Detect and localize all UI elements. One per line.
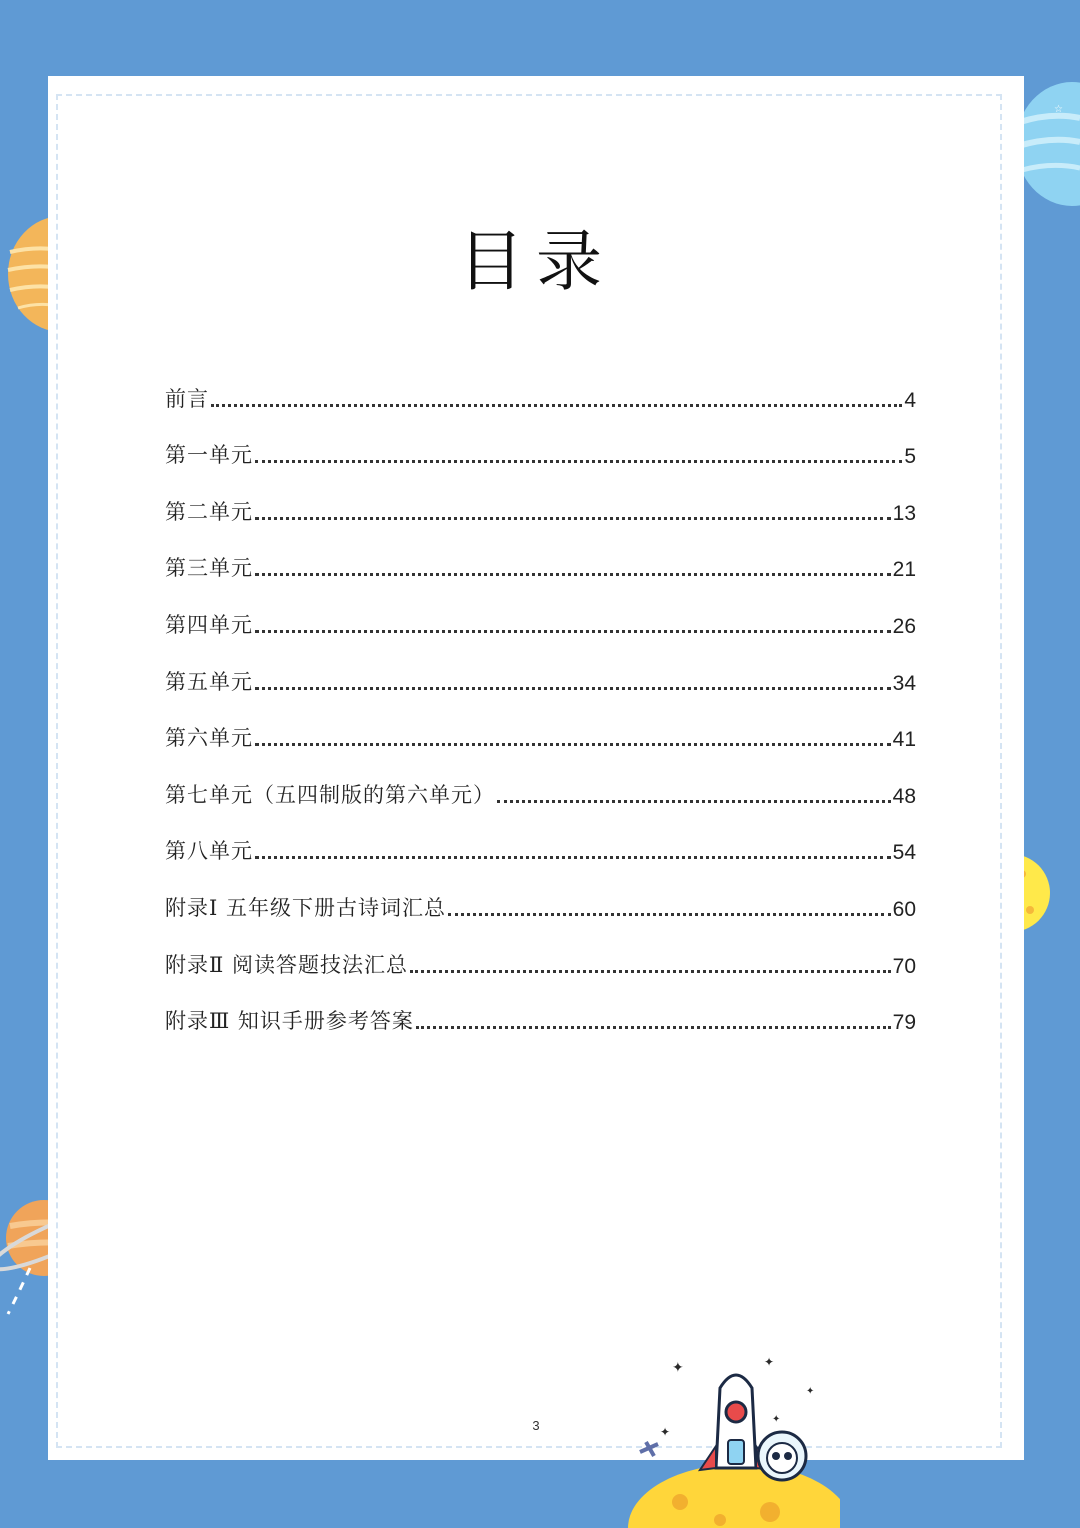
page-title: 目录: [458, 223, 614, 300]
toc-entry-label: 前言: [165, 386, 209, 411]
toc-entry[interactable]: [165, 979, 916, 1036]
svg-text:✦: ✦: [764, 1355, 775, 1369]
toc-entry-page: 21: [892, 558, 916, 582]
toc-entry-label: 第六单元: [165, 726, 253, 751]
toc-entry-label: 第三单元: [165, 556, 253, 581]
toc-entry-label: 附录Ⅰ 五年级下册古诗词汇总: [165, 895, 446, 920]
svg-text:✦: ✦: [660, 1425, 671, 1439]
table-of-contents: [165, 356, 916, 1035]
rocket-panda-illustration: [620, 1352, 840, 1528]
toc-entry-page: 79: [892, 1011, 916, 1035]
toc-entry[interactable]: [165, 526, 916, 583]
toc-leader-dots: [255, 630, 891, 633]
toc-entry[interactable]: [165, 413, 916, 470]
toc-entry-page: 4: [904, 388, 916, 412]
svg-text:☆: ☆: [1054, 104, 1063, 115]
toc-leader-dots: [255, 460, 902, 463]
toc-entry-label: 第四单元: [165, 612, 253, 637]
svg-text:✦: ✦: [772, 1414, 781, 1425]
toc-entry[interactable]: [165, 639, 916, 696]
page-number: 3: [532, 1418, 540, 1433]
toc-entry-label: 第二单元: [165, 499, 253, 524]
toc-entry-label: 第五单元: [165, 669, 253, 694]
toc-leader-dots: [255, 687, 891, 690]
toc-entry-label: 第七单元（五四制版的第六单元）: [165, 782, 495, 807]
toc-entry[interactable]: [165, 356, 916, 413]
toc-leader-dots: [255, 573, 891, 576]
toc-entry-page: 54: [892, 841, 916, 865]
toc-entry[interactable]: [165, 696, 916, 753]
toc-entry-label: 第八单元: [165, 839, 253, 864]
toc-entry-page: 60: [892, 897, 916, 921]
toc-entry-page: 34: [892, 671, 916, 695]
toc-entry[interactable]: [165, 752, 916, 809]
toc-entry-label: 附录Ⅱ 阅读答题技法汇总: [165, 952, 408, 977]
document-page: [48, 76, 1024, 1460]
toc-entry-page: 70: [892, 954, 916, 978]
toc-leader-dots: [448, 913, 891, 916]
toc-entry-page: 13: [892, 501, 916, 525]
toc-entry-label: 附录Ⅲ 知识手册参考答案: [165, 1009, 414, 1034]
toc-entry-page: 26: [892, 614, 916, 638]
toc-leader-dots: [211, 404, 902, 407]
toc-leader-dots: [410, 970, 891, 973]
toc-entry[interactable]: [165, 922, 916, 979]
toc-entry[interactable]: [165, 809, 916, 866]
toc-entry-label: 第一单元: [165, 443, 253, 468]
toc-entry[interactable]: [165, 865, 916, 922]
toc-entry-page: 48: [892, 784, 916, 808]
svg-text:✦: ✦: [672, 1360, 684, 1376]
toc-leader-dots: [255, 856, 891, 859]
toc-entry-page: 41: [892, 728, 916, 752]
toc-leader-dots: [255, 743, 891, 746]
toc-entry[interactable]: [165, 582, 916, 639]
toc-leader-dots: [255, 517, 891, 520]
toc-leader-dots: [416, 1026, 891, 1029]
toc-entry-page: 5: [904, 445, 916, 469]
toc-leader-dots: [497, 800, 891, 803]
toc-entry[interactable]: [165, 469, 916, 526]
svg-text:✦: ✦: [806, 1386, 815, 1397]
